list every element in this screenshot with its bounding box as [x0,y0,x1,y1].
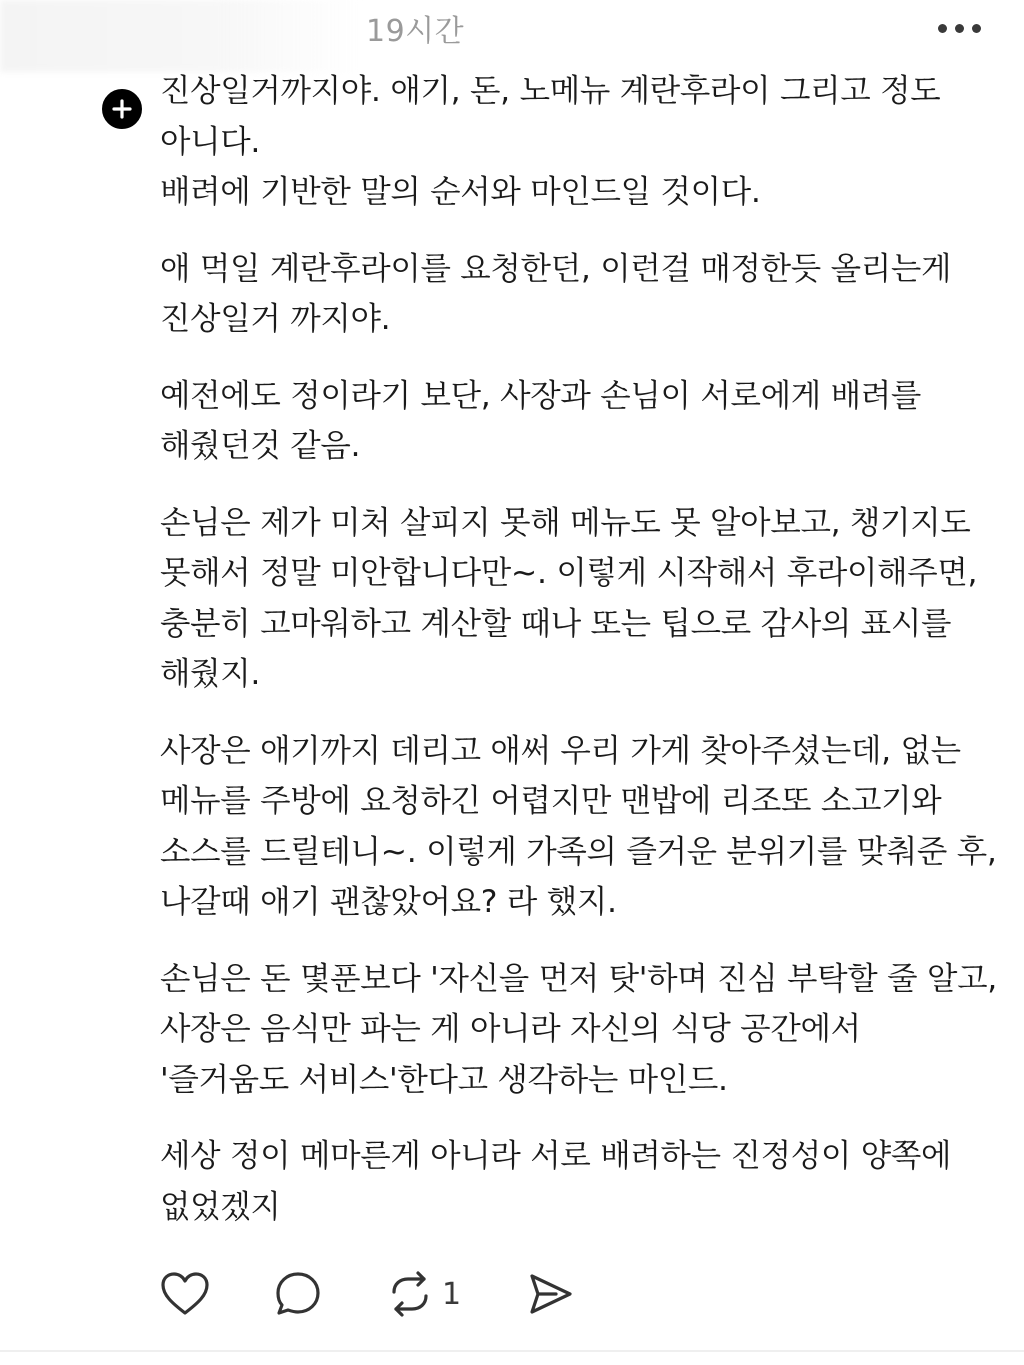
more-horizontal-icon-dot [972,24,981,33]
post-paragraph: 손님은 제가 미처 살피지 못해 메뉴도 못 알아보고, 챙기지도 못해서 정말 미안합니다만~. 이렇게 시작해서 후라이해주면, 충분히 고마워하고 계산할 때나 또는 팁으로 감사의 표시를 해줬지. [160,504,978,692]
post-paragraph: 예전에도 정이라기 보단, 사장과 손님이 서로에게 배려를 해줬던것 같음. [160,377,921,464]
more-options-button[interactable] [934,18,984,38]
post-body [160,66,1005,1258]
follow-button[interactable] [99,86,145,132]
heart-icon [160,1271,210,1317]
post-header [0,0,1024,60]
post-paragraph: 세상 정이 메마른게 아니라 서로 배려하는 진정성이 양쪽에 없었겠지 [160,1138,952,1225]
repost-icon [386,1270,434,1318]
more-horizontal-icon [938,24,947,33]
share-button[interactable] [526,1270,574,1318]
send-icon [526,1270,574,1318]
divider [0,1350,1024,1352]
plus-icon [110,97,134,121]
post-paragraph: 애 먹일 계란후라이를 요청한던, 이런걸 매정한듯 올리는게 진상일거 까지야. [160,250,952,337]
more-horizontal-icon-dot [955,24,964,33]
reply-button[interactable] [274,1270,322,1318]
like-button[interactable] [160,1270,210,1318]
repost-count: 1 [442,1276,462,1312]
post-actions [160,1270,620,1320]
post-paragraph: 진상일거까지야. 애기, 돈, 노메뉴 계란후라이 그리고 정도 아니다. 배려에 기반한 말의 순서와 마인드일 것이다. [160,73,941,210]
post-paragraph: 사장은 애기까지 데리고 애써 우리 가게 찾아주셨는데, 없는 메뉴를 주방에 요청하긴 어렵지만 맨밥에 리조또 소고기와 소스를 드릴테니~. 이렇게 가족의 즐거운 분위기를 맞춰준 후, 나갈때 애기 괜찮았어요? 라 했지. [160,732,997,920]
blurred-username [0,0,360,72]
repost-button[interactable] [386,1270,461,1318]
comment-icon [274,1270,322,1318]
post-paragraph: 손님은 돈 몇푼보다 '자신을 먼저 탓'하며 진심 부탁할 줄 알고, 사장은 음식만 파는 게 아니라 자신의 식당 공간에서 '즐거움도 서비스'한다고 생각하는 마인드. [160,960,997,1098]
post-timestamp: 19시간 [366,14,465,49]
